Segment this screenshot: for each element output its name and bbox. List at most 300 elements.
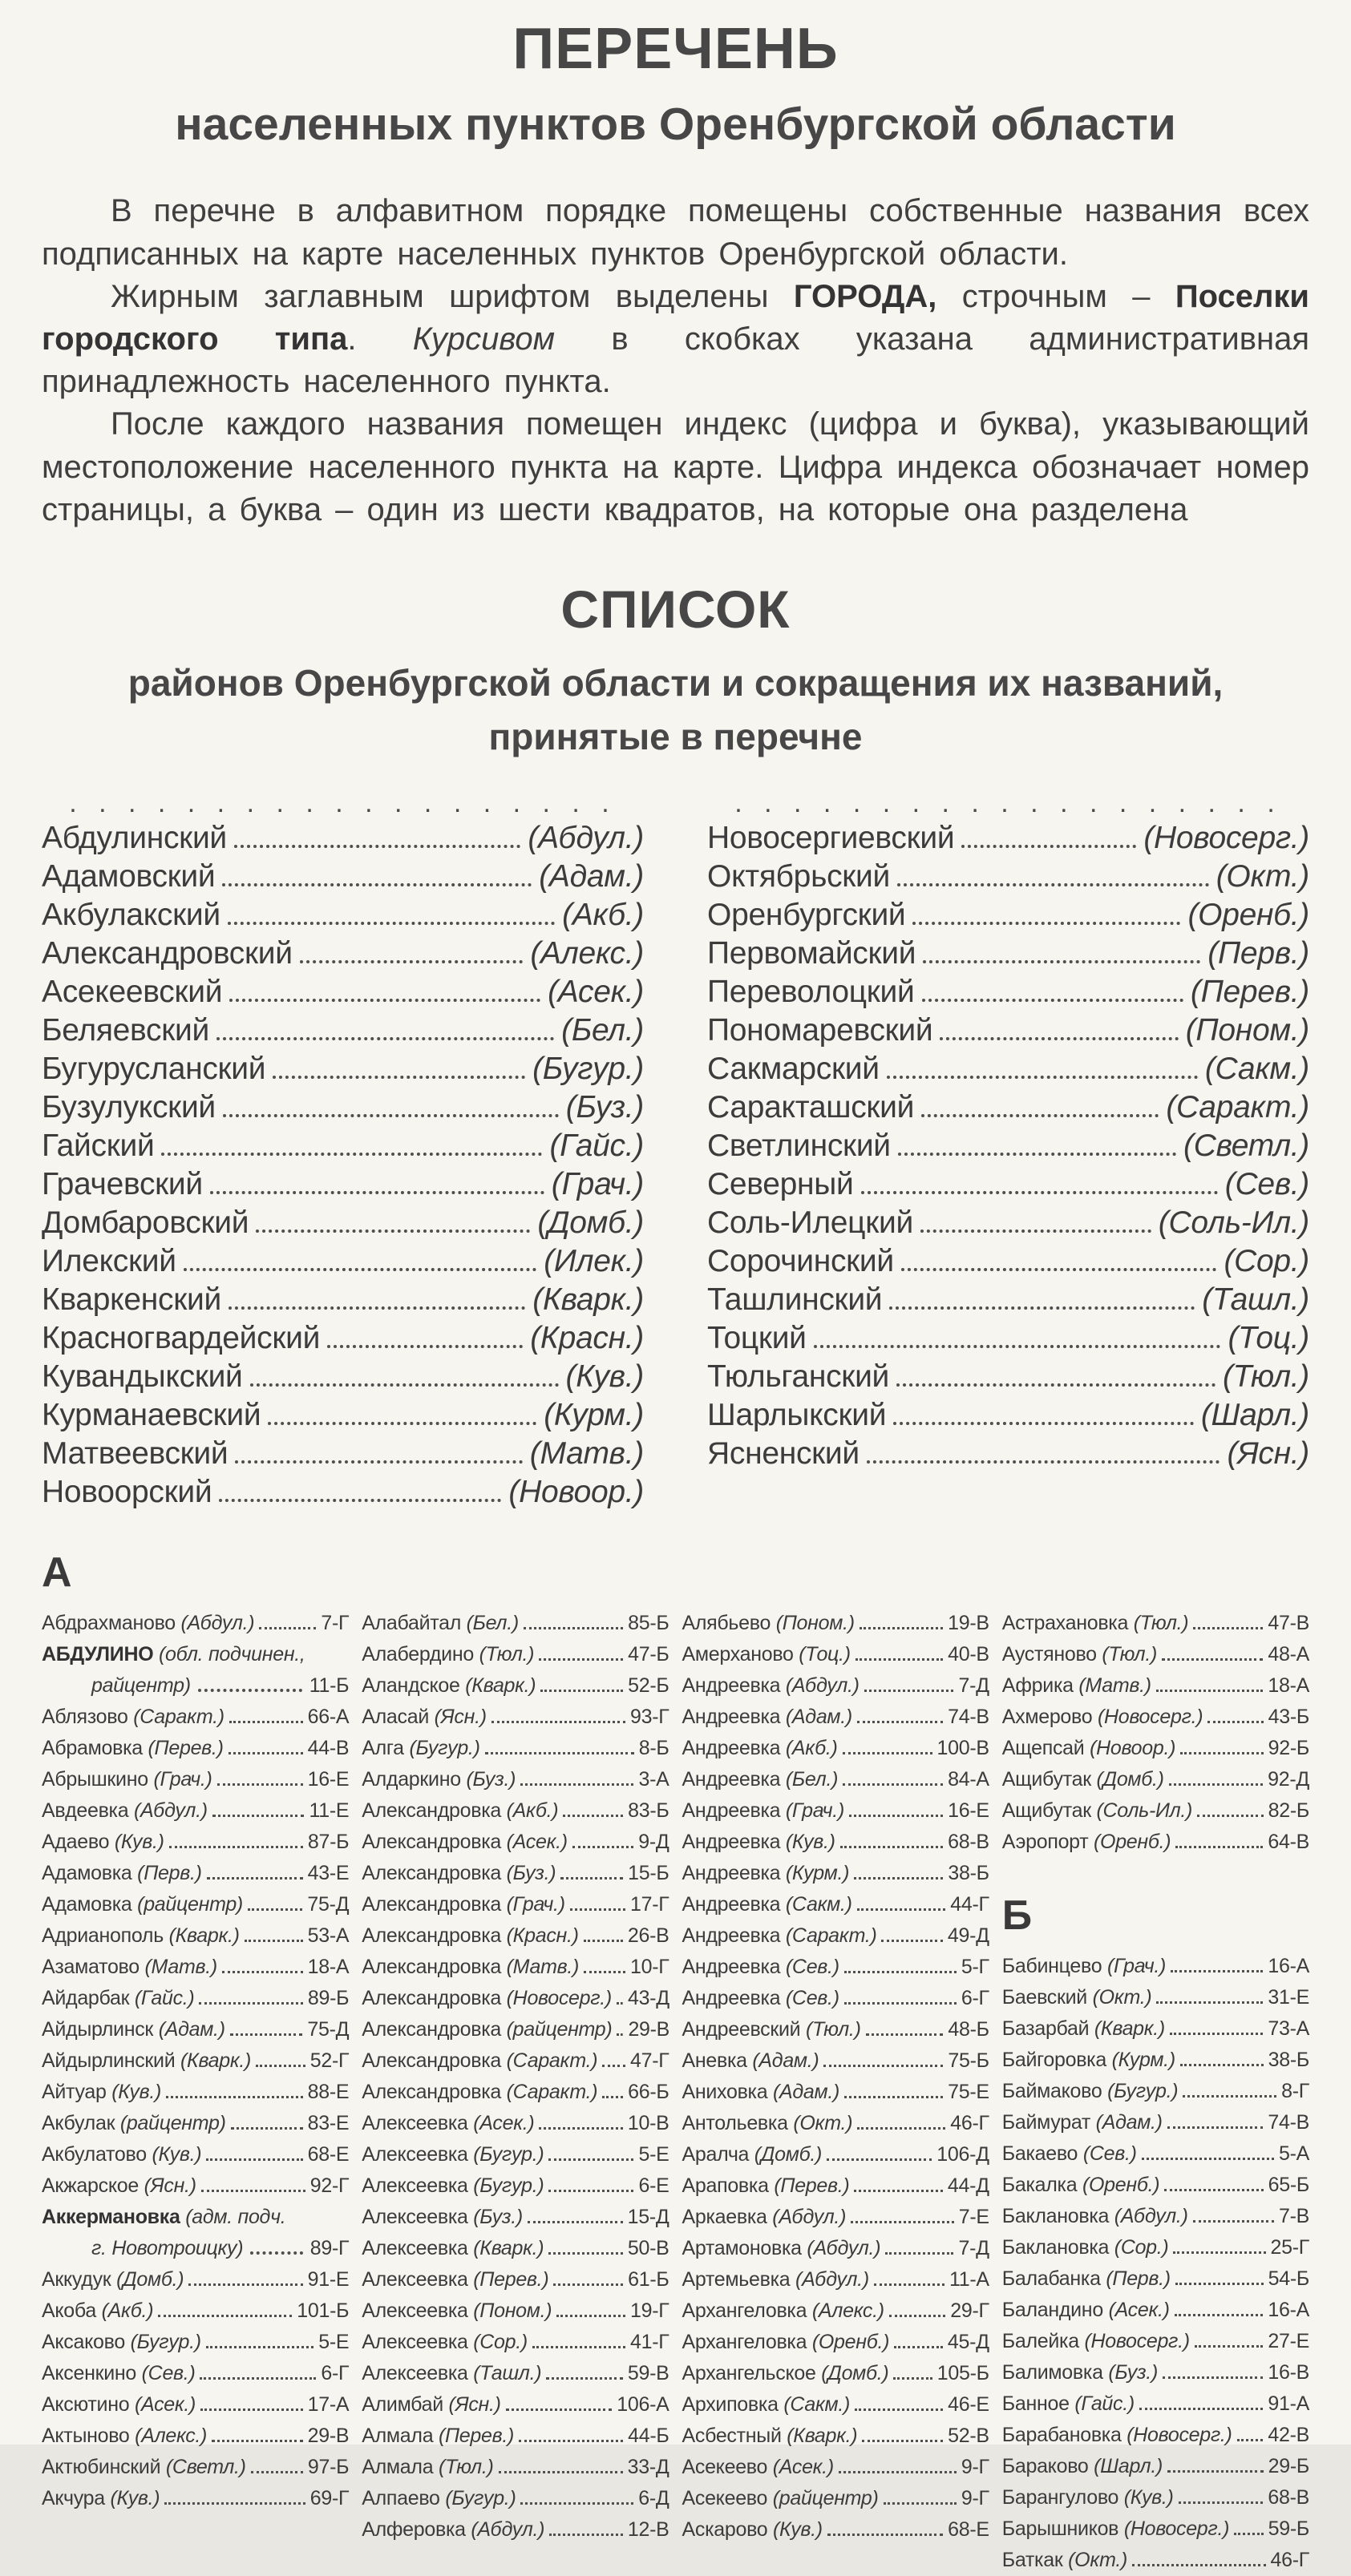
settlement-label (42, 1889, 243, 1920)
map-ref: 75-Е (948, 2081, 989, 2104)
district-abbr: (Абдул.) (528, 821, 644, 856)
district-affiliation: (Кварк.) (459, 1674, 536, 1698)
settlement-label (682, 1827, 835, 1858)
settlement-name: Айдырлинск (42, 2018, 154, 2041)
district-affiliation: (Новосерг.) (1121, 2424, 1232, 2447)
district-affiliation: (Акб.) (780, 1737, 838, 1760)
settlement-name: Архангельское (682, 2362, 816, 2385)
map-ref: 47-В (1268, 1612, 1309, 1635)
map-ref: 87-Б (307, 1831, 350, 1854)
map-ref: 44-Б (628, 2425, 669, 2448)
district-affiliation: (Красн.) (501, 1924, 579, 1948)
letter-header: Б (1001, 1892, 1033, 1940)
district-affiliation: (Перев.) (433, 2425, 515, 2448)
settlement-label (1002, 1951, 1166, 1982)
leader-dots (268, 1422, 536, 1425)
index-entry (682, 1858, 989, 1889)
leader-dots (199, 2002, 302, 2005)
leader-dots (893, 2377, 932, 2380)
index-entry (682, 1795, 989, 1827)
intro-paragraph (42, 276, 1309, 404)
leader-dots (1207, 1721, 1263, 1723)
district-affiliation: (Сев.) (780, 1987, 839, 2010)
map-ref: 5-Е (638, 2143, 669, 2166)
settlement-name: Алексеевка (362, 2362, 468, 2385)
district-row (42, 935, 644, 973)
settlement-label (1002, 1827, 1171, 1858)
leader-dots (210, 1191, 544, 1194)
map-ref: 8-Б (638, 1737, 669, 1760)
leader-dots (854, 2190, 942, 2192)
index-entry (1002, 1982, 1309, 2013)
district-affiliation: (Домб.) (749, 2143, 823, 2166)
settlement-name: Аккермановка (42, 2206, 180, 2229)
index-entry (682, 2264, 989, 2295)
leader-dots (546, 2377, 623, 2380)
settlement-name: Аэропорт (1001, 1831, 1089, 1854)
map-ref: 26-В (627, 1924, 669, 1948)
map-ref: 11-Б (309, 1674, 350, 1698)
map-ref: 9-Г (961, 2456, 989, 2479)
map-ref: 38-Б (1268, 2049, 1309, 2072)
district-affiliation: (Бугур.) (1102, 2080, 1179, 2103)
index-entry (1002, 1608, 1309, 1639)
index-entry (682, 2045, 989, 2077)
index-entry (1002, 2013, 1309, 2045)
district-abbr: (Тюл.) (1222, 1359, 1309, 1395)
map-ref: 93-Г (630, 1706, 669, 1729)
map-ref: 54-Б (1268, 2267, 1309, 2291)
leader-dots (219, 1499, 501, 1502)
index-entry (42, 1702, 349, 1733)
map-ref: 75-Б (948, 2049, 989, 2073)
district-affiliation-cont: г. Новотроицку) (91, 2237, 244, 2260)
map-ref: 106-А (617, 2393, 669, 2417)
index-entry (1002, 1733, 1309, 1764)
settlement-name: Акбулатово (42, 2143, 147, 2166)
settlement-label (362, 1920, 578, 1952)
index-entry (1002, 2045, 1309, 2076)
settlement-name: Александровка (362, 2081, 502, 2104)
intro-segment: Жирным заглавным шрифтом выделены (111, 278, 794, 314)
district-abbr: (Сакм.) (1204, 1052, 1309, 1087)
settlement-name: Балейка (1001, 2330, 1079, 2353)
map-ref: 8-Г (1281, 2080, 1309, 2103)
map-ref: 16-Е (948, 1799, 989, 1823)
settlement-name: Александровка (362, 1799, 502, 1823)
district-affiliation: (Адам.) (153, 2018, 225, 2041)
map-ref: 10-Г (630, 1956, 669, 1979)
index-entry (362, 2421, 669, 2452)
map-ref: 7-Е (958, 2206, 989, 2229)
leader-dots (229, 1752, 303, 1754)
district-abbr: (Красн.) (530, 1321, 644, 1356)
district-affiliation: (Тюл.) (1128, 1612, 1189, 1635)
map-ref: 25-Г (1270, 2236, 1309, 2259)
index-entry (682, 1608, 989, 1639)
leader-dots (248, 1908, 302, 1911)
leader-dots (840, 1846, 943, 1848)
leader-dots (844, 2002, 957, 2005)
index-entry (682, 2514, 989, 2546)
settlement-label (1002, 2201, 1188, 2232)
district-affiliation: (Акб.) (95, 2299, 154, 2323)
index-entry (682, 2108, 989, 2139)
district-affiliation: (Бел.) (780, 1768, 839, 1791)
intro-paragraph (42, 403, 1309, 531)
settlement-name: Айдырлинский (42, 2049, 176, 2073)
district-affiliation: (Бугур.) (403, 1737, 480, 1760)
settlement-label (42, 2483, 160, 2514)
leader-dots (896, 1383, 1215, 1387)
district-affiliation: (Грач.) (780, 1799, 844, 1823)
settlement-label (682, 2389, 851, 2421)
leader-dots (857, 1721, 943, 1723)
district-affiliation: (Сакм.) (778, 2393, 851, 2417)
settlement-label (1002, 2013, 1165, 2045)
map-ref: 75-Д (307, 1893, 350, 1916)
district-abbr: (Сор.) (1224, 1244, 1309, 1279)
district-row (707, 858, 1309, 896)
map-ref: 44-В (307, 1737, 350, 1760)
settlement-name: Андреевка (682, 1737, 781, 1760)
district-affiliation: (Саракт.) (127, 1706, 224, 1729)
settlement-label (42, 1827, 164, 1858)
district-abbr: (Ташл.) (1202, 1282, 1309, 1318)
index-entry (1002, 2482, 1309, 2513)
district-affiliation: (Перв.) (1100, 2267, 1171, 2291)
leader-dots (540, 1690, 623, 1692)
index-entry (1002, 1795, 1309, 1827)
district-affiliation: (Перев.) (768, 2174, 850, 2198)
district-abbr: (Тоц.) (1228, 1321, 1309, 1356)
leader-dots (923, 960, 1200, 963)
settlement-label (362, 2389, 500, 2421)
settlement-label (1002, 2263, 1171, 2295)
district-row (42, 1319, 644, 1358)
leader-dots (1163, 2376, 1263, 2379)
district-row (42, 1088, 644, 1127)
leader-dots (539, 1658, 623, 1661)
district-abbr: (Новоор.) (508, 1475, 644, 1510)
settlement-label (42, 2014, 225, 2045)
settlement-name: Алмала (362, 2456, 434, 2479)
index-entry (682, 1952, 989, 1983)
index-entry (362, 1983, 669, 2014)
settlement-label (1002, 2357, 1158, 2388)
leader-dots (843, 1783, 943, 1786)
settlement-label (362, 2077, 597, 2108)
index-entry (42, 2389, 349, 2421)
district-affiliation: (Кварк.) (781, 2425, 858, 2448)
district-row (42, 973, 644, 1011)
map-ref: 17-А (307, 2393, 350, 2417)
leader-dots (250, 1383, 559, 1387)
settlement-label (682, 2452, 834, 2483)
leader-dots (499, 2471, 623, 2473)
index-entry (362, 2202, 669, 2233)
district-affiliation: (Кув.) (780, 1831, 835, 1854)
leader-dots (539, 2127, 623, 2130)
settlement-label (362, 1670, 536, 1702)
leader-dots (1175, 1846, 1263, 1848)
district-row (707, 1050, 1309, 1088)
leader-dots (1193, 1627, 1263, 1629)
district-affiliation: (райцентр) (767, 2487, 879, 2510)
leader-dots (584, 1971, 625, 1973)
settlement-label (1002, 1639, 1157, 1670)
index-entry (362, 1920, 669, 1952)
map-ref: 15-Б (628, 1862, 669, 1885)
leader-dots (166, 2096, 303, 2098)
leader-dots (164, 2502, 305, 2505)
map-ref: 52-В (948, 2425, 989, 2448)
leader-dots-row: . . . . . . . . . . . . . . . . . . . (734, 788, 1282, 819)
district-affiliation: (Поном.) (467, 2299, 552, 2323)
leader-dots (887, 1076, 1198, 1079)
map-ref: 84-А (948, 1768, 989, 1791)
index-entry (362, 2483, 669, 2514)
settlement-label (682, 1889, 852, 1920)
settlement-name: Бакалка (1001, 2174, 1078, 2197)
index-entry (362, 2108, 669, 2139)
index-entry (42, 2014, 349, 2045)
district-affiliation: (Кув.) (104, 2487, 160, 2510)
district-affiliation: (Асек.) (1102, 2299, 1170, 2322)
index-entry (362, 2233, 669, 2264)
district-affiliation: (Сакм.) (780, 1893, 852, 1916)
map-ref: 92-Д (1268, 1768, 1309, 1791)
settlement-label (682, 1608, 855, 1639)
settlement-name: Алексеевка (362, 2299, 468, 2323)
district-name: Грачевский (42, 1167, 203, 1202)
settlement-name: Акоба (42, 2299, 96, 2323)
map-ref: 31-Е (1268, 1986, 1309, 2009)
district-affiliation: (Новосерг.) (1118, 2517, 1230, 2541)
settlement-label (682, 1920, 877, 1952)
map-ref: 5-Г (961, 1956, 989, 1979)
leader-dots (1195, 2345, 1264, 2348)
index-entry (682, 2358, 989, 2389)
settlement-label (362, 2202, 523, 2233)
map-ref: 33-Д (627, 2456, 669, 2479)
leader-dots (485, 1752, 634, 1754)
settlement-name: Ащепсай (1001, 1737, 1085, 1760)
index-entry (682, 1733, 989, 1764)
leader-dots (857, 1908, 946, 1911)
map-ref: 48-А (1268, 1643, 1309, 1666)
index-entry (1002, 2107, 1309, 2138)
leader-dots (300, 960, 524, 963)
district-affiliation: (Грач.) (1102, 1955, 1167, 1978)
district-row (42, 1011, 644, 1050)
district-affiliation: (Адам.) (1090, 2111, 1163, 2134)
index-column-4 (1002, 1548, 1309, 2576)
map-ref: 68-В (948, 1831, 989, 1854)
leader-dots (839, 2471, 957, 2473)
map-ref: 68-Е (307, 2143, 350, 2166)
district-affiliation: (Сор.) (467, 2331, 528, 2354)
settlement-label (362, 1983, 612, 2014)
district-name: Бугурусланский (42, 1052, 266, 1087)
index-entry (42, 1639, 349, 1702)
district-affiliation: (Сев.) (136, 2362, 196, 2385)
map-ref: 5-Е (318, 2331, 350, 2354)
district-affiliation: (Кварк.) (1089, 2017, 1165, 2041)
settlement-label (42, 2295, 153, 2327)
settlement-label (362, 1889, 564, 1920)
district-affiliation: (Адам.) (780, 1706, 852, 1729)
index-entry (682, 2389, 989, 2421)
district-name: Северный (707, 1167, 854, 1202)
districts-list-subheading (42, 656, 1309, 763)
index-entry (682, 1983, 989, 2014)
leader-dots (188, 2283, 302, 2286)
index-entry (1002, 1670, 1309, 1702)
intro-segment: Поселки городского типа (42, 278, 1309, 357)
leader-dots (1180, 1752, 1264, 1754)
leader-dots (940, 1037, 1178, 1040)
index-column-2 (362, 1548, 669, 2576)
index-entry (1002, 2138, 1309, 2170)
leader-dots (256, 1229, 530, 1233)
district-affiliation: (Окт.) (1086, 1986, 1152, 2009)
map-ref: 68-Е (948, 2518, 989, 2542)
settlement-label (42, 2170, 196, 2202)
index-entry (42, 2327, 349, 2358)
settlement-name: Астрахановка (1001, 1612, 1129, 1635)
district-row (42, 1050, 644, 1088)
settlement-label (362, 2295, 552, 2327)
map-ref: 18-А (307, 1956, 350, 1979)
leader-dots (222, 1971, 303, 1973)
settlement-name: Андреевка (682, 1706, 781, 1729)
index-entry (1002, 1764, 1309, 1795)
settlement-name: Артемьевка (682, 2268, 791, 2291)
settlement-label (682, 2202, 847, 2233)
district-name: Переволоцкий (707, 975, 915, 1010)
settlement-name: Аркаевка (682, 2206, 767, 2229)
leader-dots (1173, 2251, 1265, 2254)
district-affiliation: (Оренб.) (1088, 1831, 1171, 1854)
map-ref: 52-Г (309, 2049, 350, 2073)
leader-dots (560, 1877, 623, 1880)
map-ref: 73-А (1268, 2017, 1309, 2041)
district-row (42, 1127, 644, 1165)
district-affiliation: (Бугур.) (439, 2487, 516, 2510)
index-entry (1002, 1827, 1309, 1858)
district-affiliation: (Оренб.) (1077, 2174, 1160, 2197)
district-affiliation: (адм. подч. (180, 2206, 286, 2229)
settlement-label (682, 2483, 879, 2514)
map-ref: 16-Е (307, 1768, 350, 1791)
district-affiliation: (Окт.) (1062, 2549, 1128, 2572)
district-name: Кваркенский (42, 1282, 221, 1318)
district-abbr: (Шарл.) (1200, 1398, 1309, 1433)
district-name: Бузулукский (42, 1090, 216, 1125)
settlement-label (1002, 2295, 1170, 2326)
settlement-label (42, 1764, 212, 1795)
settlement-name: Алмала (362, 2425, 434, 2448)
district-name: Илекский (42, 1244, 176, 1279)
index-entry (42, 1608, 349, 1639)
leader-dots (861, 1191, 1218, 1194)
district-abbr: (Бел.) (561, 1013, 644, 1048)
leader-dots (222, 883, 532, 886)
index-entry (682, 1702, 989, 1733)
settlement-label (1002, 1764, 1164, 1795)
index-entry (42, 1764, 349, 1795)
district-name: Ташлинский (707, 1282, 883, 1318)
leader-dots (553, 2283, 623, 2286)
index-entry (682, 1670, 989, 1702)
settlement-name: Андреевка (682, 1893, 781, 1916)
settlement-label (682, 1952, 839, 1983)
district-name: Ясненский (707, 1436, 860, 1472)
district-row (42, 1204, 644, 1242)
map-ref: 44-Г (950, 1893, 989, 1916)
letter-header: А (42, 1549, 72, 1597)
map-ref: 41-Г (630, 2331, 669, 2354)
leader-dots (548, 2190, 633, 2192)
district-affiliation: (райцентр) (115, 2112, 226, 2135)
leader-dots (212, 2440, 303, 2442)
district-affiliation: (Новосерг.) (1092, 1706, 1203, 1729)
district-name: Тюльганский (707, 1359, 890, 1395)
index-entry (362, 1733, 669, 1764)
settlement-label (362, 1764, 516, 1795)
settlement-label (682, 1702, 852, 1733)
index-entry (362, 2358, 669, 2389)
leader-dots (229, 1306, 525, 1310)
settlement-name: Балабанка (1001, 2267, 1101, 2291)
index-entry (42, 1952, 349, 1983)
settlement-name: Алексеевка (362, 2174, 468, 2198)
settlement-label (1002, 1608, 1189, 1639)
settlement-name: Адрианополь (42, 1924, 164, 1948)
settlement-name: Андреевский (682, 2018, 801, 2041)
settlement-label (362, 1733, 479, 1764)
map-ref: 82-Б (1268, 1799, 1309, 1823)
district-name: Красногвардейский (42, 1321, 321, 1356)
district-affiliation-cont: райцентр) (91, 1674, 191, 1698)
district-affiliation: (Абдул.) (780, 1674, 860, 1698)
district-affiliation: (Бугур.) (124, 2331, 201, 2354)
settlement-name: Баклановка (1001, 2236, 1110, 2259)
index-entry (362, 1608, 669, 1639)
district-affiliation: (Буз.) (1102, 2361, 1158, 2384)
map-ref: 65-Б (1268, 2174, 1309, 2197)
leader-dots (1234, 2533, 1264, 2535)
settlement-name: Асекеево (682, 2456, 768, 2479)
settlement-label (42, 2139, 201, 2170)
district-affiliation: (Абдул.) (1109, 2205, 1188, 2228)
intro-segment: После каждого названия помещен индекс (цифра и буква), указывающий местоположение населенного пункта на карте. Цифра индекса обозначает номер страницы, а буква – один из шести квадратов, на которые она разделена (42, 406, 1309, 527)
map-ref: 10-В (627, 2112, 669, 2135)
district-affiliation: (Курм.) (1106, 2049, 1175, 2072)
district-name: Светлинский (707, 1129, 891, 1164)
map-ref: 83-Е (307, 2112, 350, 2135)
map-ref: 50-В (627, 2237, 669, 2260)
index-entry (42, 1827, 349, 1858)
settlement-name: Алексеевка (362, 2143, 468, 2166)
settlement-name: Алабердино (362, 1643, 474, 1666)
leader-dots (823, 2065, 943, 2067)
leader-dots (885, 2252, 953, 2255)
map-ref: 89-Г (309, 2237, 350, 2260)
district-affiliation: (Домб.) (1090, 1768, 1164, 1791)
map-ref: 7-Г (321, 1612, 350, 1635)
